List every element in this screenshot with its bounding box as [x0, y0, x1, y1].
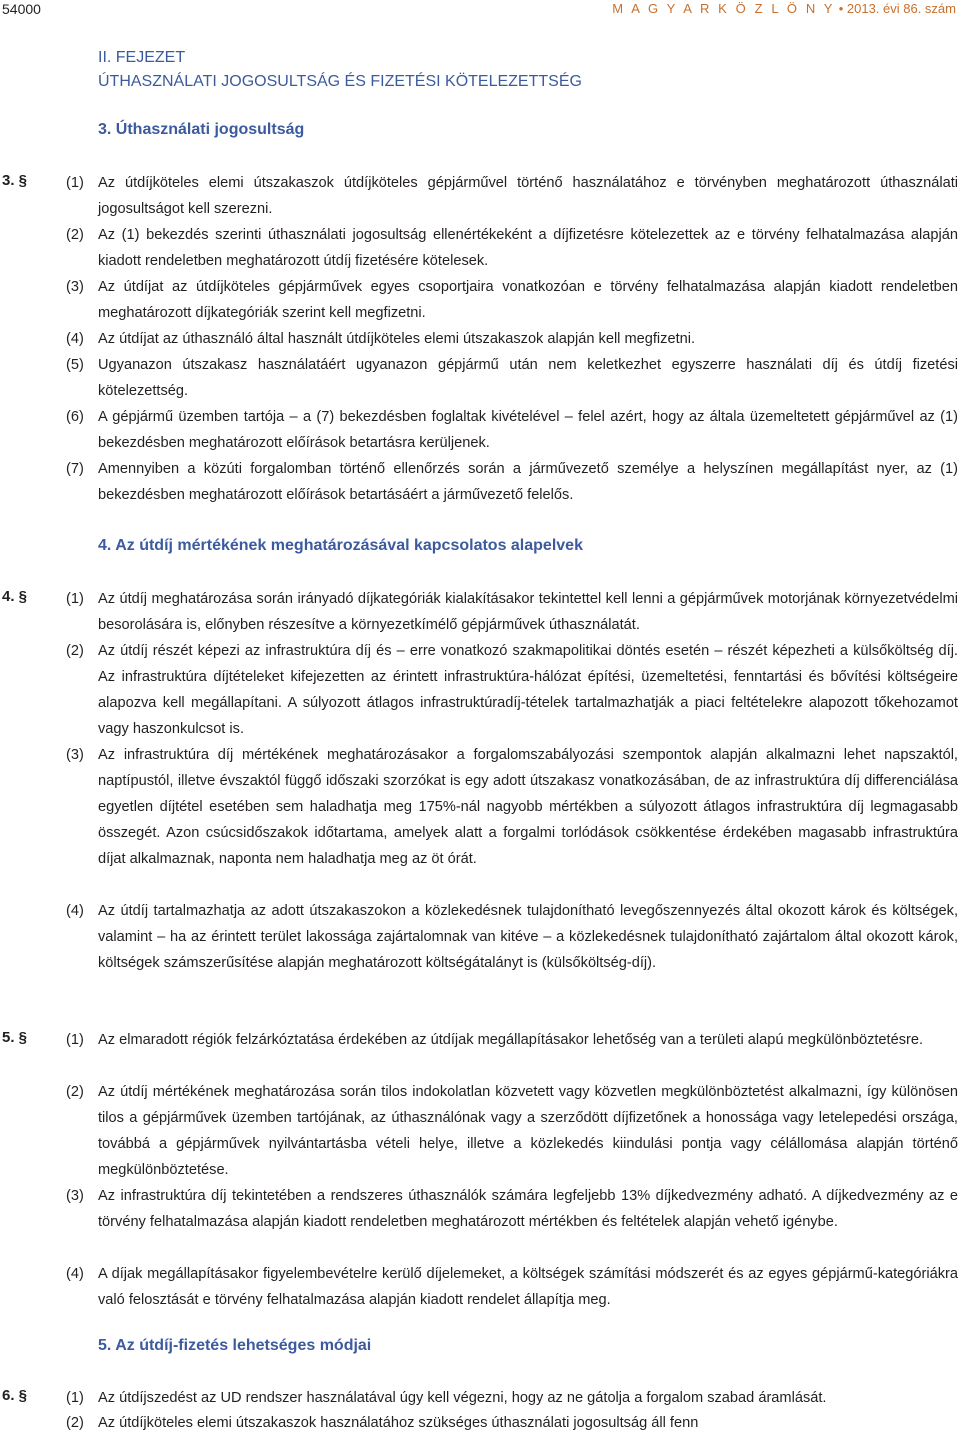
subsection-number: (3) [66, 1188, 84, 1204]
subsection-text: Az útdíjköteles elemi útszakaszok használatához szükséges úthasználati jogosultság áll fenn [98, 1415, 699, 1431]
subsection-text: Az infrastruktúra díj mértékének meghatározásakor a forgalomszabályozási szempontok alapján alkalmazni lehet napszaktól, naptípustól, illetve évszaktól függő időszaki szorzókat is egy adott útszakasz vonatkozásában, de az infrastruktúra díj differenciálása egyetlen díjtétel esetében sem haladhatja meg 175%-nál nagyobb mértékben a súlyozott átlagos infrastruktúra díj legmagasabb összegét. Azon csúcsidőszakok időtartama, amelyek alatt a forgalmi torlódások csökkentése érdekében magasabb infrastruktúra díjat alkalmaznak, naponta nem haladhatja meg az öt órát. [98, 747, 958, 867]
publication-title: M A G Y A R K Ö Z L Ö N Y [612, 1, 836, 16]
paragraph-number: 4. § [2, 588, 28, 605]
subsection-text: Az elmaradott régiók felzárkóztatása érdekében az útdíjak megállapításakor lehetőség van a területi alapú megkülönböztetésre. [98, 1032, 924, 1048]
subsection-text: Az útdíj részét képezi az infrastruktúra díj és – erre vonatkozó szakmapolitikai döntés esetén – részét képezheti a külsőköltség díj. Az infrastruktúra díjtételeket kifejezetten az érintett infrastruktúra-hálózat építési, üzemeltetési, fenntartási és bővítési költségeire alapozva kell megállapítani. A súlyozott átlagos infrastruktúradíj-tételek tartalmazhatják a piaci feltételekre alapozott tőkehozamot vagy haszonkulcsot is. [98, 643, 958, 737]
chapter-title: ÚTHASZNÁLATI JOGOSULTSÁG ÉS FIZETÉSI KÖTELEZETTSÉG [98, 73, 582, 90]
subsection-text: Az útdíjköteles elemi útszakaszok útdíjköteles gépjárművel történő használatához e törvényben meghatározott úthasználati jogosultságot kell szerezni. [98, 175, 958, 217]
subsection-text: A díjak megállapításakor figyelembevételre kerülő díjelemeket, a költségek számítási módszerét és az egyes gépjármű-kategóriákra való felosztását e törvény felhatalmazása alapján kiadott rendelet állapítja meg. [98, 1266, 958, 1308]
subsection-text: Az útdíj mértékének meghatározása során tilos indokolatlan közvetett vagy közvetlen megkülönböztetést alkalmazni, így különösen tilos a gépjárművek üzemben tartójának, az úthasználónak vagy a szerződött díjfizetőnek a honossága vagy letelepedési országa, továbbá a gépjárművek nyilvántartásba vételi helye, illetve a közlekedés kiindulási pontja vagy célállomása alapján történő megkülönböztetése. [98, 1084, 958, 1178]
section-title: 5. Az útdíj-fizetés lehetséges módjai [98, 1337, 372, 1354]
subsection-number: (4) [66, 331, 84, 347]
page-header [0, 0, 960, 22]
paragraph-number: 5. § [2, 1029, 28, 1046]
subsection-number: (7) [66, 461, 84, 477]
subsection-number: (6) [66, 409, 84, 425]
publication-info [612, 1, 956, 16]
subsection-text: Az útdíjszedést az UD rendszer használatával úgy kell végezni, hogy az ne gátolja a forgalom szabad áramlását. [98, 1390, 827, 1406]
subsection-number: (2) [66, 227, 84, 243]
issue-number: 2013. évi 86. szám [846, 1, 956, 16]
subsection-text: Az infrastruktúra díj tekintetében a rendszeres úthasználók számára legfeljebb 13% díjkedvezmény adható. A díjkedvezmény az e törvény felhatalmazása alapján kiadott rendeletben meghatározott mértékben és feltételek alapján vehető igénybe. [98, 1188, 958, 1230]
subsection-number: (2) [66, 1084, 84, 1100]
subsection-number: (1) [66, 175, 84, 191]
subsection-text: Az (1) bekezdés szerinti úthasználati jogosultság ellenértékeként a díjfizetésre kötelezettek az e törvény felhatalmazása alapján kiadott rendeletben meghatározott útdíj fizetésére kötelesek. [98, 227, 958, 269]
page-number: 54000 [2, 1, 41, 17]
subsection-text: Az útdíj tartalmazhatja az adott útszakaszokon a közlekedésnek tulajdonítható levegőszennyezés által okozott károk és költségek, valamint – ha az érintett terület lakossága zajártalomnak van kitéve – a közlekedésnek tulajdonítható zajártalom által okozott károk, költségek számszerűsítése alapján meghatározott költségátalányt is (külsőköltség-díj). [98, 903, 958, 971]
subsection-number: (4) [66, 1266, 84, 1282]
subsection-number: (1) [66, 1032, 84, 1048]
subsection-text: A gépjármű üzemben tartója – a (7) bekezdésben foglaltak kivételével – felel azért, hogy az általa üzemeltetett gépjárművel az (1) bekezdésben meghatározott előírások betartásra kerüljenek. [98, 409, 958, 451]
subsection-text: Az útdíjat az úthasználó által használt útdíjköteles elemi útszakaszok alapján kell megfizetni. [98, 331, 696, 347]
section-title: 4. Az útdíj mértékének meghatározásával kapcsolatos alapelvek [98, 537, 583, 554]
subsection-number: (3) [66, 279, 84, 295]
subsection-number: (3) [66, 747, 84, 763]
paragraph-number: 3. § [2, 172, 28, 189]
chapter-heading [98, 46, 582, 94]
subsection-text: Amennyiben a közúti forgalomban történő ellenőrzés során a járművezető személye a helyszínen megállapítást nyer, az (1) bekezdésben meghatározott előírások betartásáért a járművezető felelős. [98, 461, 958, 503]
paragraph-number: 6. § [2, 1387, 28, 1404]
subsection-text: Az útdíjat az útdíjköteles gépjárművek egyes csoportjaira vonatkozóan e törvény felhatalmazása alapján kiadott rendeletben meghatározott díjkategóriák szerint kell megfizetni. [98, 279, 958, 321]
bullet-separator: • [838, 1, 844, 16]
chapter-label: II. FEJEZET [98, 49, 186, 66]
subsection-text: Ugyanazon útszakasz használatáért ugyanazon gépjármű után nem keletkezhet egyszerre használati díj és útdíj fizetési kötelezettség. [98, 357, 958, 399]
subsection-number: (5) [66, 357, 84, 373]
subsection-number: (1) [66, 1390, 84, 1406]
subsection-number: (4) [66, 903, 84, 919]
subsection-number: (1) [66, 591, 84, 607]
subsection-number: (2) [66, 643, 84, 659]
subsection-text: Az útdíj meghatározása során irányadó díjkategóriák kialakításakor tekintettel kell lenni a gépjárművek motorjának környezetvédelmi besorolására is, előnyben részesítve a környezetkímélő gépjárművek úthasználatát. [98, 591, 958, 633]
subsection-number: (2) [66, 1415, 84, 1431]
section-title: 3. Úthasználati jogosultság [98, 121, 305, 138]
